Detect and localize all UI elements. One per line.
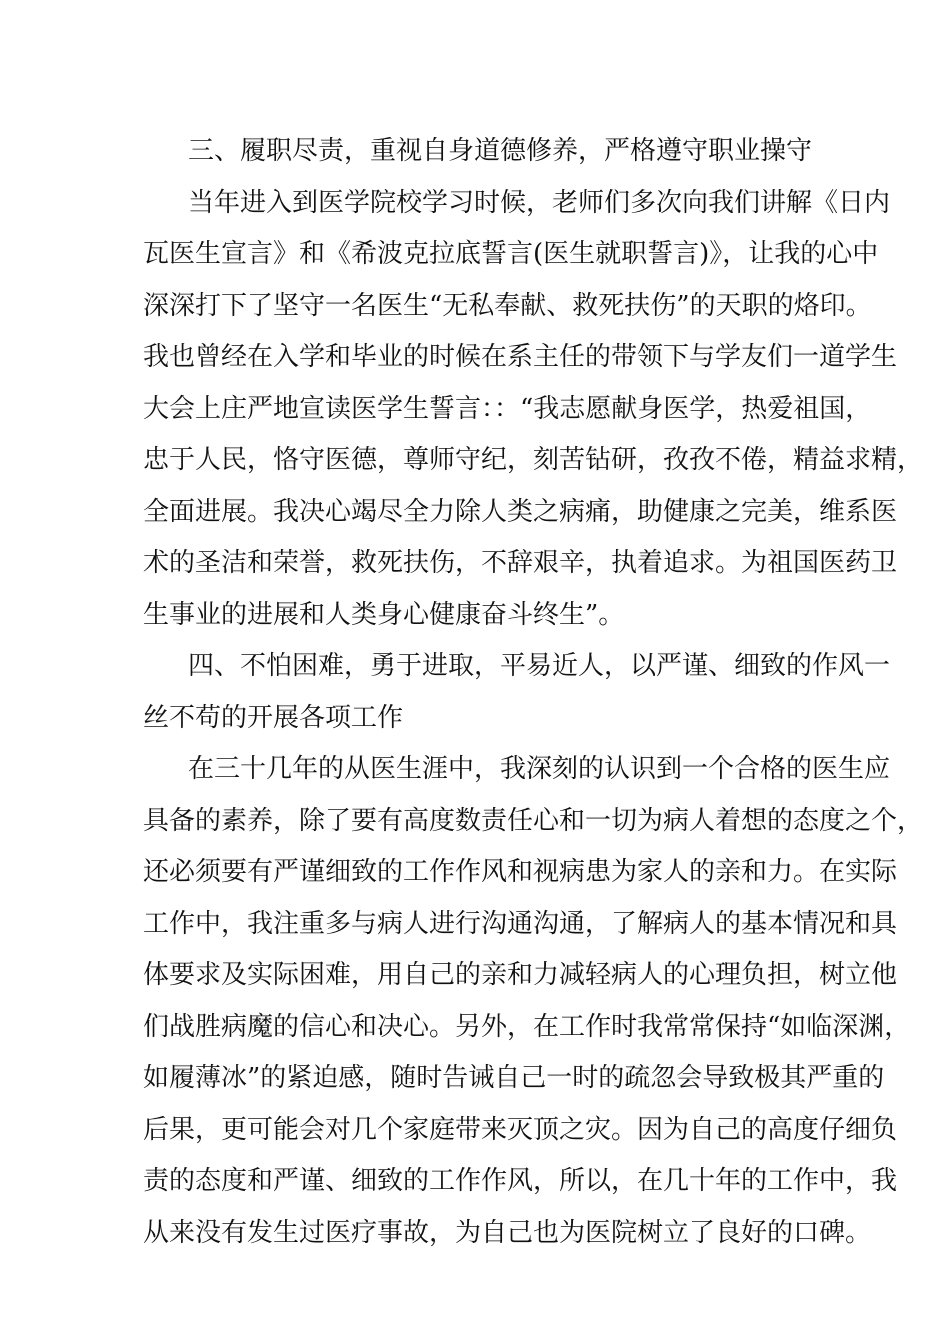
section-heading-4: 四、不怕困难，勇于进取，平易近人，以严谨、细致的作风一	[188, 651, 891, 681]
paragraph-line: 们战胜病魔的信心和决心。另外，在工作时我常常保持“如临深渊，	[143, 1012, 911, 1042]
paragraph-line: 如履薄冰”的紧迫感，随时告诫自己一时的疏忽会导致极其严重的	[143, 1063, 885, 1093]
paragraph-line: 责的态度和严谨、细致的工作作风，所以，在几十年的工作中，我	[143, 1166, 898, 1196]
paragraph-line: 瓦医生宣言》和《希波克拉底誓言(医生就职誓言)》，让我的心中	[143, 239, 879, 269]
paragraph-line: 大会上庄严地宣读医学生誓言：：“我志愿献身医学，热爱祖国，	[143, 394, 872, 424]
paragraph-line: 我也曾经在入学和毕业的时候在系主任的带领下与学友们一道学生	[143, 342, 898, 372]
paragraph-line: 全面进展。我决心竭尽全力除人类之病痛，助健康之完美，维系医	[143, 497, 898, 527]
paragraph-line: 从来没有发生过医疗事故，为自己也为医院树立了良好的口碑。	[143, 1218, 872, 1248]
paragraph-line: 具备的素养，除了要有高度数责任心和一切为病人着想的态度之个，	[143, 806, 924, 836]
paragraph-line: 工作中，我注重多与病人进行沟通沟通，了解病人的基本情况和具	[143, 909, 898, 939]
paragraph-line: 当年进入到医学院校学习时候，老师们多次向我们讲解《日内	[188, 188, 891, 218]
section-heading-3: 三、履职尽责，重视自身道德修养，严格遵守职业操守	[188, 136, 813, 166]
paragraph-line: 体要求及实际困难，用自己的亲和力减轻病人的心理负担，树立他	[143, 960, 898, 990]
paragraph-line: 忠于人民，恪守医德，尊师守纪，刻苦钻研，孜孜不倦，精益求精，	[143, 445, 924, 475]
section-heading-4-cont: 丝不苟的开展各项工作	[143, 703, 404, 733]
paragraph-line: 在三十几年的从医生涯中，我深刻的认识到一个合格的医生应	[188, 754, 891, 784]
paragraph-line: 后果，更可能会对几个家庭带来灭顶之灾。因为自己的高度仔细负	[143, 1115, 898, 1145]
paragraph-line: 术的圣洁和荣誉，救死扶伤，不辞艰辛，执着追求。为祖国医药卫	[143, 548, 898, 578]
paragraph-line: 生事业的进展和人类身心健康奋斗终生”。	[143, 600, 625, 630]
paragraph-line: 还必须要有严谨细致的工作作风和视病患为家人的亲和力。在实际	[143, 857, 898, 887]
paragraph-line: 深深打下了坚守一名医生“无私奉献、救死扶伤”的天职的烙印。	[143, 291, 872, 321]
